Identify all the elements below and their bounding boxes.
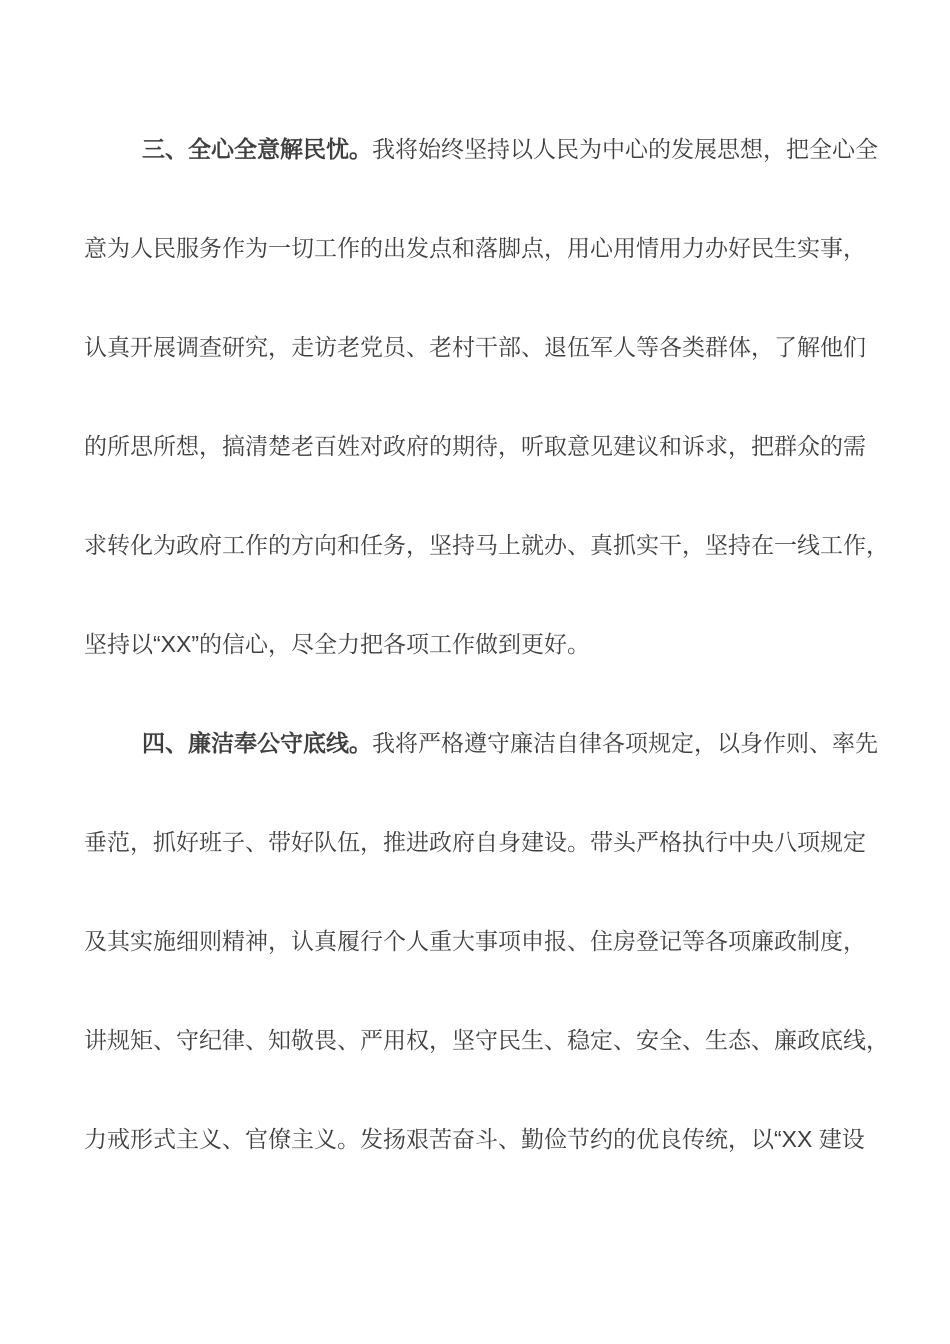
text-line-content: 我将始终坚持以人民为中心的发展思想，把全心全 <box>372 136 878 162</box>
text-line <box>84 100 878 199</box>
text-line: 的所思所想，搞清楚老百姓对政府的期待，听取意见建议和诉求，把群众的需 <box>84 433 866 459</box>
paragraph-4 <box>84 694 889 1189</box>
text-line: 及其实施细则精神，认真履行个人重大事项申报、住房登记等各项廉政制度， <box>84 928 866 954</box>
text-line: 垂范，抓好班子、带好队伍，推进政府自身建设。带头严格执行中央八项规定 <box>84 829 866 855</box>
text-line: 坚持以“XX”的信心，尽全力把各项工作做到更好。 <box>84 631 590 657</box>
paragraph-heading: 三、全心全意解民忧。 <box>142 136 372 162</box>
text-line: 认真开展调查研究，走访老党员、老村干部、退伍军人等各类群体，了解他们 <box>84 334 866 360</box>
text-line: 讲规矩、守纪律、知敬畏、严用权，坚守民生、稳定、安全、生态、廉政底线， <box>84 1027 889 1053</box>
text-line: 力戒形式主义、官僚主义。发扬艰苦奋斗、勤俭节约的优良传统，以“XX 建设 <box>84 1126 865 1152</box>
paragraph-3 <box>84 100 889 694</box>
text-line <box>84 694 878 793</box>
text-line: 求转化为政府工作的方向和任务，坚持马上就办、真抓实干，坚持在一线工作， <box>84 532 889 558</box>
text-line-content: 我将严格遵守廉洁自律各项规定，以身作则、率先 <box>372 730 878 756</box>
paragraph-heading: 四、廉洁奉公守底线。 <box>142 730 372 756</box>
text-line: 意为人民服务作为一切工作的出发点和落脚点，用心用情用力办好民生实事， <box>84 235 866 261</box>
